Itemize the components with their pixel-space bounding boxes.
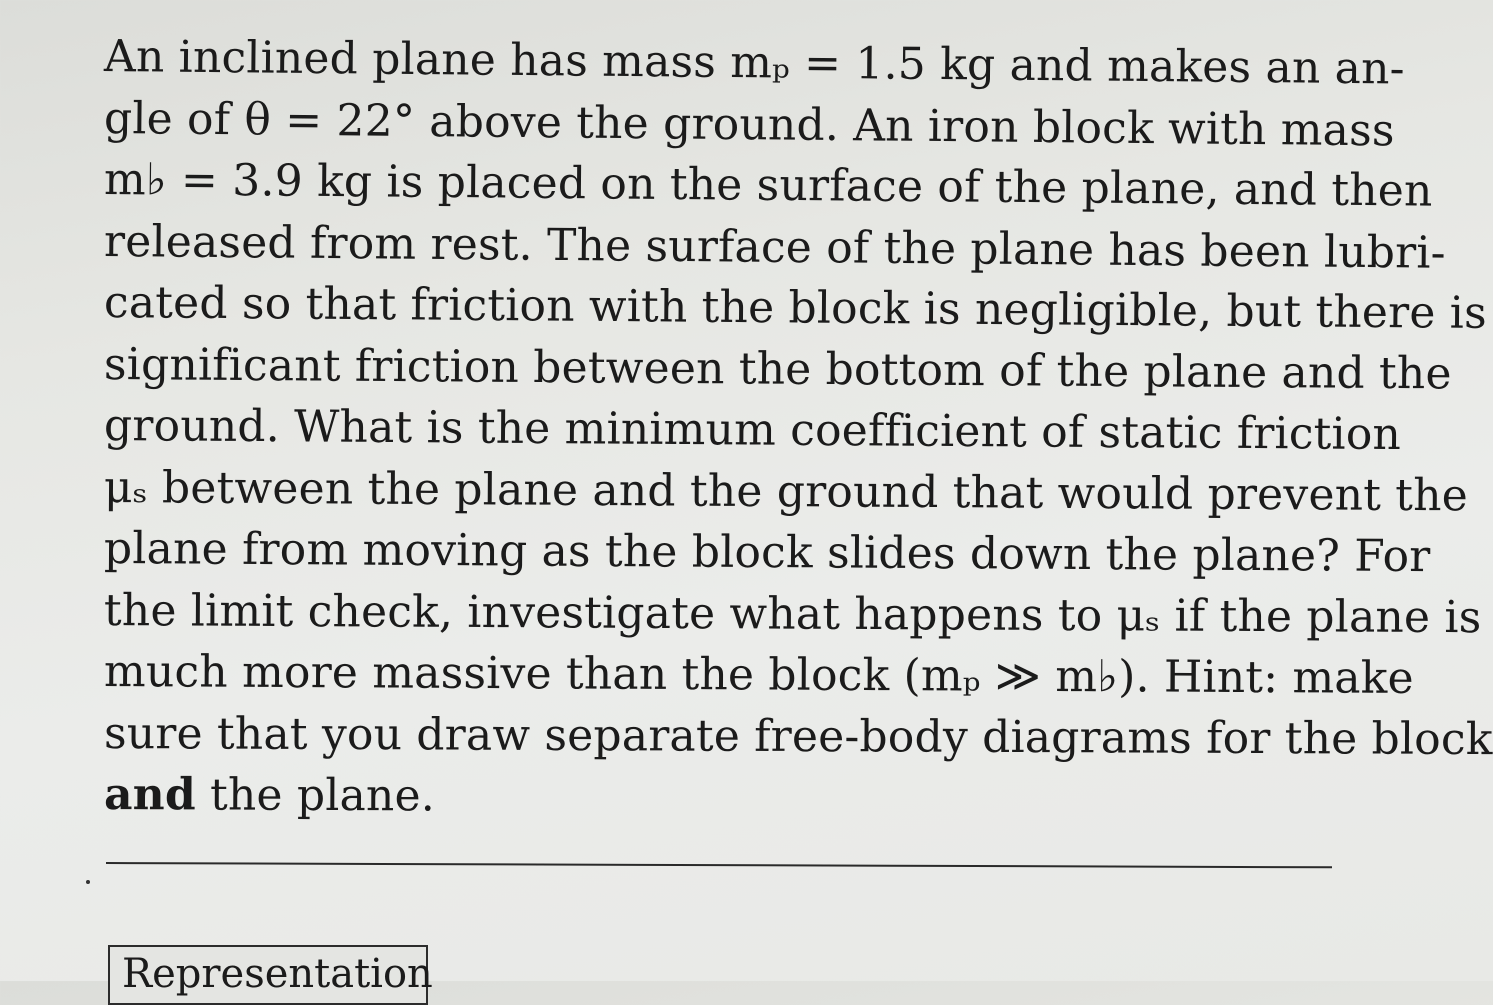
last-line-rest: the plane. xyxy=(195,769,436,822)
problem-line: m♭ = 3.9 kg is placed on the surface of the plane, and then xyxy=(103,154,1433,217)
bullet-dot xyxy=(86,880,90,884)
problem-line: released from rest. The surface of the plane has been lubri- xyxy=(103,215,1446,279)
problem-line: ground. What is the minimum coefficient of static friction xyxy=(103,400,1402,461)
problem-line: much more massive than the block (mₚ ≫ m♭). Hint: make xyxy=(103,646,1414,704)
problem-line: sure that you draw separate free-body diagrams for the block xyxy=(103,707,1493,765)
problem-line: An inclined plane has mass mₚ = 1.5 kg and makes an an- xyxy=(103,31,1405,95)
problem-line: gle of θ = 22° above the ground. An iron block with mass xyxy=(103,92,1395,156)
section-divider xyxy=(106,862,1332,868)
problem-line: cated so that friction with the block is negligible, but there is xyxy=(103,277,1488,339)
bold-word-and: and xyxy=(103,769,196,821)
problem-line: μₛ between the plane and the ground that would prevent the xyxy=(103,461,1469,521)
representation-button[interactable]: Representation xyxy=(108,945,428,1005)
problem-line-last xyxy=(104,764,1344,831)
problem-line: the limit check, investigate what happens to μₛ if the plane is xyxy=(103,584,1482,643)
problem-line: significant friction between the bottom of the plane and the xyxy=(103,338,1452,399)
problem-statement xyxy=(103,26,1493,826)
problem-line: plane from moving as the block slides down the plane? For xyxy=(103,523,1431,583)
